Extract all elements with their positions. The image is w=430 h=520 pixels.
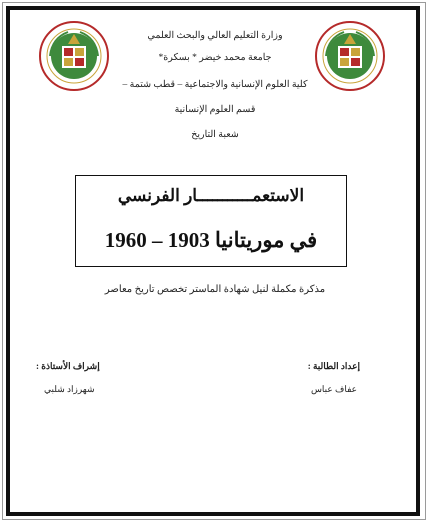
thesis-subtitle: مذكرة مكملة لنيل شهادة الماستر تخصص تاريخ معاصر <box>104 284 326 295</box>
thesis-title-box <box>75 175 347 267</box>
faculty-name: كلية العلوم الإنسانية والاجتماعية – قطب شتمة – <box>122 80 308 90</box>
department-name: قسم العلوم الإنسانية <box>174 105 256 115</box>
thesis-title-line1: الاستعمـــــــــــار الفرنسي <box>117 186 305 205</box>
university-name: جامعة محمد خيضر * بسكرة* <box>158 53 272 63</box>
thesis-title-line2: في موريتانيا 1903 – 1960 <box>104 228 318 252</box>
student-name: عفاف عباس <box>310 384 357 394</box>
supervisor-label: إشراف الأستاذة : <box>36 361 100 371</box>
supervisor-name: شهرزاد شلبي <box>44 384 95 394</box>
student-label: إعداد الطالبة : <box>307 361 360 371</box>
branch-name: شعبة التاريخ <box>191 130 239 140</box>
ministry-name: وزارة التعليم العالي والبحث العلمي <box>147 31 283 41</box>
